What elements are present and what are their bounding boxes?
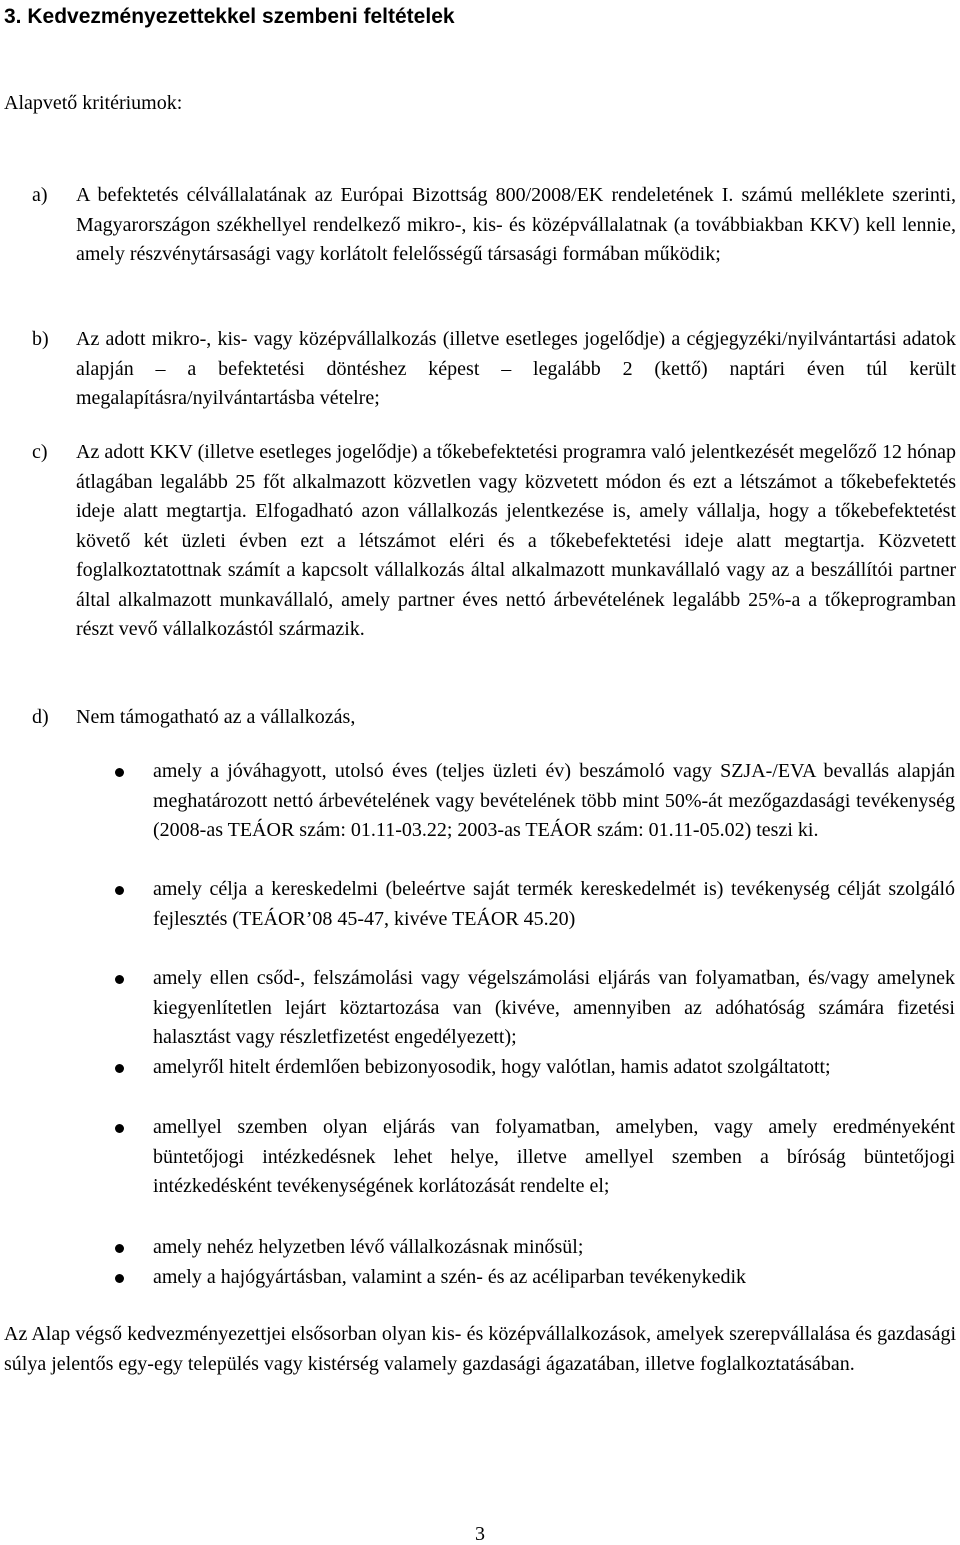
exclusion-item: [115, 757, 955, 846]
criterion-text: Az adott mikro-, kis- vagy középvállalkozás (illetve esetleges jogelődje) a cégjegyzéki/nyilvántartási adatok alapján – a befektetési döntéshez képest – legalább 2 (kettő) naptári éven túl került megalapításra/nyilvántartásba vételre;: [76, 328, 956, 409]
section-heading: 3. Kedvezményezettekkel szembeni feltételek: [4, 5, 455, 28]
criterion-marker: d): [32, 706, 49, 728]
bullet-icon: [115, 886, 124, 895]
exclusion-text: amelyről hitelt érdemlően bebizonyosodik, hogy valótlan, hamis adatot szolgáltatott;: [153, 1056, 831, 1078]
bullet-icon: [115, 1244, 124, 1253]
exclusion-item: [115, 964, 955, 1053]
exclusion-text: amely nehéz helyzetben lévő vállalkozásnak minősül;: [153, 1236, 584, 1258]
criteria-subheading: Alapvető kritériumok:: [4, 92, 183, 114]
closing-paragraph: Az Alap végső kedvezményezettjei elsősorban olyan kis- és középvállalkozások, amelyek szerepvállalása és gazdasági súlya jelentős egy-egy település vagy kistérség valamely gazdasági ágazatában, illetve foglalkoztatásában.: [4, 1323, 956, 1375]
criterion-text: Az adott KKV (illetve esetleges jogelődje) a tőkebefektetési programra való jelentkezését megelőző 12 hónap átlagában legalább 25 főt alkalmazott közvetlen vagy közvetett módon és ezt a létszámot a tőkebefektetés ideje alatt megtartja. Elfogadható azon vállalkozás jelentkezése is, amely vállalja, hogy a tőkebefektetést követő két üzleti évben ezt a létszámot eléri és a tőkebefektetési ideje alatt megtartja. Közvetett foglalkoztatottnak számít a kapcsolt vállalkozás által alkalmazott munkavállaló vagy az a beszállítói partner által alkalmazott munkavállaló, amely partner éves nettó árbevételének legalább 25%-a a tőkeprogramban részt vevő vállalkozástól származik.: [76, 441, 956, 640]
exclusion-text: amely ellen csőd-, felszámolási vagy végelszámolási eljárás van folyamatban, és/vagy amelynek kiegyenlítetlen lejárt köztartozása van (kivéve, amennyiben az adóhatóság számára fizetési halasztást vagy részletfizetést engedélyezett);: [153, 967, 955, 1048]
exclusion-text: amely a jóváhagyott, utolsó éves (teljes üzleti év) beszámoló vagy SZJA-/EVA bevallás alapján meghatározott nettó árbevételének vagy bevételének több mint 50%-át mezőgazdasági tevékenység (2008-as TEÁOR szám: 01.11-03.22; 2003-as TEÁOR szám: 01.11-05.02) teszi ki.: [153, 760, 955, 841]
bullet-icon: [115, 1274, 124, 1283]
criterion-c: [32, 438, 956, 645]
criterion-b: [32, 325, 956, 414]
criterion-text: A befektetés célvállalatának az Európai Bizottság 800/2008/EK rendeletének I. számú melléklete szerinti, Magyarországon székhellyel rendelkező mikro-, kis- és középvállalatnak (a továbbiakban KKV) kell lennie, amely részvénytársasági vagy korlátolt felelősségű társasági formában működik;: [76, 184, 956, 265]
exclusion-text: amellyel szemben olyan eljárás van folyamatban, amelyben, vagy amely eredményeként büntetőjogi intézkedésnek lehet helye, illetve amellyel szemben a bíróság büntetőjogi intézkedésként tevékenységének korlátozását rendelte el;: [153, 1116, 955, 1197]
exclusion-item: [115, 1113, 955, 1202]
criterion-d: [32, 703, 956, 733]
exclusion-text: amely célja a kereskedelmi (beleértve saját termék kereskedelmét is) tevékenység célját szolgáló fejlesztés (TEÁOR’08 45-47, kivéve TEÁOR 45.20): [153, 878, 955, 930]
bullet-icon: [115, 1124, 124, 1133]
criterion-a: [32, 181, 956, 270]
bullet-icon: [115, 975, 124, 984]
page-number: 3: [475, 1523, 485, 1545]
bullet-icon: [115, 1064, 124, 1073]
exclusion-item: [115, 1053, 955, 1083]
exclusion-item: [115, 875, 955, 934]
exclusion-text: amely a hajógyártásban, valamint a szén- és az acéliparban tevékenykedik: [153, 1266, 747, 1288]
criterion-marker: a): [32, 184, 48, 206]
exclusion-item: [115, 1233, 955, 1263]
criterion-marker: b): [32, 328, 49, 350]
criterion-marker: c): [32, 441, 48, 463]
exclusion-item: [115, 1263, 955, 1293]
bullet-icon: [115, 768, 124, 777]
criterion-text: Nem támogatható az a vállalkozás,: [76, 706, 356, 728]
